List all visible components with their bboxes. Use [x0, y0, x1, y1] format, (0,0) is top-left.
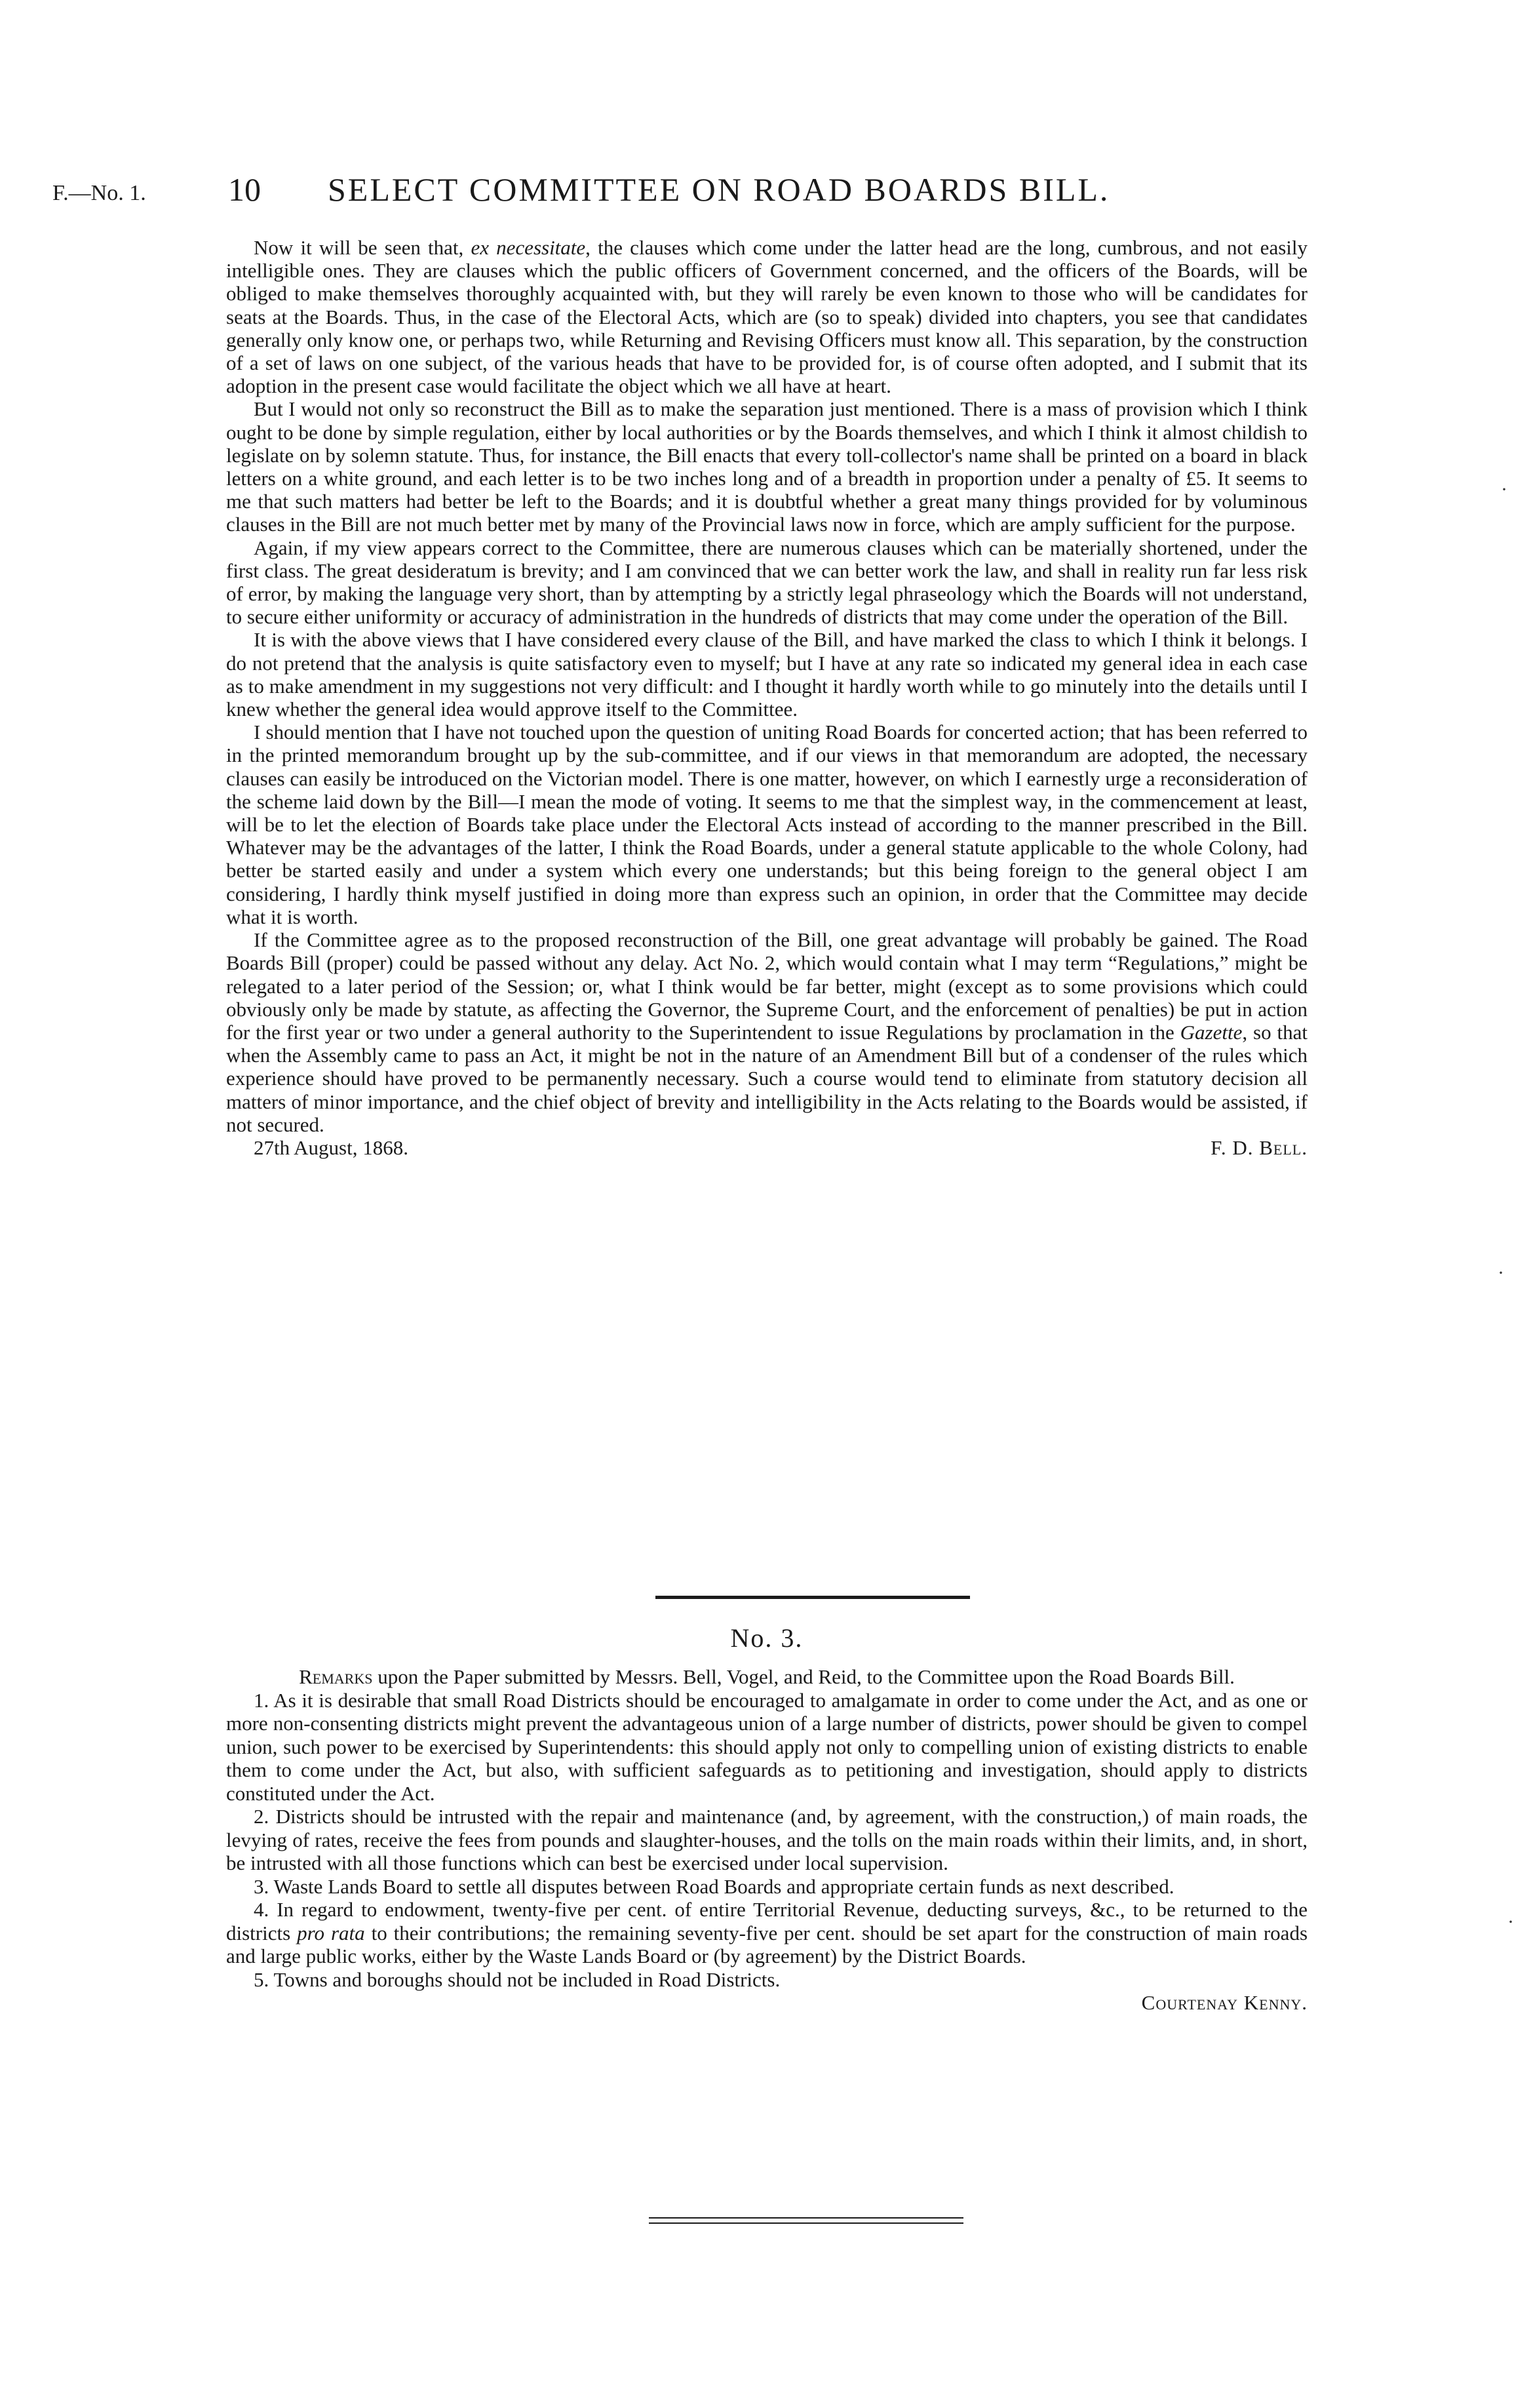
signature-kenny: Courtenay Kenny. — [1141, 1991, 1308, 2014]
page-title: SELECT COMMITTEE ON ROAD BOARDS BILL. — [328, 171, 1110, 208]
remark-item-5: 5. Towns and boroughs should not be included in Road Districts. — [254, 1967, 781, 1991]
paragraph-3: Again, if my view appears correct to the Committee, there are numerous clauses which can be materially shortened, under the first class. The great desideratum is brevity; and I am convinced that we can better work the law, and shall in reality run far less risk of error, by making the language very short, than by attempting by a strictly legal phraseology which the Boards will not understand, to secure either uniformity or accuracy of administration in the hundreds of districts that may come under the operation of the Bill. — [226, 536, 1308, 629]
page-number: 10 — [228, 171, 261, 208]
end-rule-bottom — [649, 2222, 963, 2224]
section-divider — [655, 1596, 970, 1599]
paragraph-5: I should mention that I have not touched upon the question of uniting Road Boards for concerted action; that has been referred to in the printed memorandum brought up by the sub-committee, and if our views in that memorandum are adopted, the necessary clauses can easily be introduced on the Victorian model. There is one matter, however, on which I earnestly urge a reconsideration of the scheme laid down by the Bill—I mean the mode of voting. It seems to me that the simplest way, in the commencement at least, will be to let the election of Boards take place under the Electoral Acts instead of according to the manner prescribed in the Bill. Whatever may be the advantages of the latter, I think the Road Boards, under a general statute applicable to the whole Colony, had better be started easily and under a system which every one understands; but this being foreign to the general object I am considering, I hardly think myself justified in doing more than express such an opinion, in order that the Committee may decide what it is worth. — [226, 720, 1308, 928]
remark-item-4: 4. In regard to endowment, twenty-five per cent. of entire Territorial Revenue, deducting surveys, &c., to be returned to the districts pro rata to their contributions; the remaining seventy-five per cent. should be set apart for the construction of main roads and large public works, either by the Waste Lands Board or (by agreement) by the District Boards. — [226, 1898, 1308, 1967]
signature-bell: F. D. Bell. — [1211, 1135, 1308, 1159]
paragraph-2: But I would not only so reconstruct the Bill as to make the separation just mentioned. There is a mass of provision which I think ought to be done by simple regulation, either by local authorities or by the Boards themselves, and which I think it almost childish to legislate on by solemn statute. Thus, for instance, the Bill enacts that every toll-collector's name shall be printed on a board in black letters on a white ground, and each letter is to be two inches long and of a breadth in proportion under a penalty of £5. It seems to me that such matters had better be left to the Boards; and it is doubtful whether a great many things provided for by voluminous clauses in the Bill are not much better met by many of the Provincial laws now in force, which are amply sufficient for the purpose. — [226, 397, 1308, 536]
remark-item-3: 3. Waste Lands Board to settle all disputes between Road Boards and appropriate certain funds as next described. — [254, 1874, 1174, 1898]
end-rule-top — [649, 2217, 963, 2219]
margin-tick-mark: · — [1507, 1911, 1514, 1933]
remark-item-1: 1. As it is desirable that small Road Districts should be encouraged to amalgamate in order to come under the Act, and as one or more non-consenting districts might prevent the advantageous union of a large number of districts, power should be given to compel union, such power to be exercised by Superintendents: this should apply not only to compelling union of existing districts to enable them to come under the Act, but also, with sufficient safeguards as to petitioning and investigation, should apply to districts constituted under the Act. — [226, 1688, 1308, 1805]
paragraph-4: It is with the above views that I have considered every clause of the Bill, and have marked the class to which I think it belongs. I do not pretend that the analysis is quite satisfactory even to myself; but I have at any rate so indicated my general idea in each case as to make amendment in my suggestions not very difficult: and I thought it hardly worth while to go minutely into the details until I knew whether the general idea would approve itself to the Committee. — [226, 628, 1308, 721]
section-heading-no3: No. 3. — [730, 1623, 804, 1653]
paragraph-1: Now it will be seen that, ex necessitate, the clauses which come under the latter head are the long, cumbrous, and not easily intelligible ones. They are clauses which the public officers of Government concerned, and the officers of the Boards, will be obliged to make themselves thoroughly acquainted with, but they will rarely be even known to those who will be candidates for seats at the Boards. Thus, in the case of the Electoral Acts, which are (so to speak) divided into chapters, you see that candidates generally only know one, or perhaps two, while Returning and Revising Officers must know all. This separation, by the construction of a set of laws on one subject, of the various heads that have to be provided for, is of course often adopted, and I submit that its adoption in the present case would facilitate the object which we all have at heart. — [226, 236, 1308, 398]
remarks-title: Remarks upon the Paper submitted by Messrs. Bell, Vogel, and Reid, to the Committee upon the Road Boards Bill. — [299, 1665, 1235, 1688]
signature-line — [226, 1136, 1308, 1160]
kenny-remarks — [226, 1665, 1308, 2015]
margin-tick-mark: · — [1498, 1262, 1504, 1284]
remark-item-2: 2. Districts should be intrusted with the repair and maintenance (and, by agreement, with the construction,) of main roads, the levying of rates, receive the fees from pounds and slaughter-houses, and the tolls on the main roads within their limits, and, in short, be intrusted with all those functions which can best be exercised under local supervision. — [226, 1805, 1308, 1874]
bell-memorandum — [226, 236, 1308, 1160]
memo-date: 27th August, 1868. — [254, 1135, 408, 1159]
document-reference: F.—No. 1. — [52, 181, 146, 205]
paragraph-6: If the Committee agree as to the proposed reconstruction of the Bill, one great advantage will probably be gained. The Road Boards Bill (proper) could be passed without any delay. Act No. 2, which would contain what I may term “Regulations,” might be relegated to a later period of the Session; or, what I think would be far better, might (except as to some provisions which could obviously only be made by statute, as affecting the Governor, the Supreme Court, and the enforcement of penalties) be put in action for the first year or two under a general authority to the Superintendent to issue Regulations by proclamation in the Gazette, so that when the Assembly came to pass an Act, it might be not in the nature of an Amendment Bill but of a condenser of the rules which experience should have proved to be permanently necessary. Such a course would tend to eliminate from statutory decision all matters of minor importance, and the chief object of brevity and intelligibility in the Acts relating to the Boards would be assisted, if not secured. — [226, 928, 1308, 1136]
margin-tick-mark: · — [1501, 479, 1507, 500]
page-header — [52, 169, 1363, 215]
